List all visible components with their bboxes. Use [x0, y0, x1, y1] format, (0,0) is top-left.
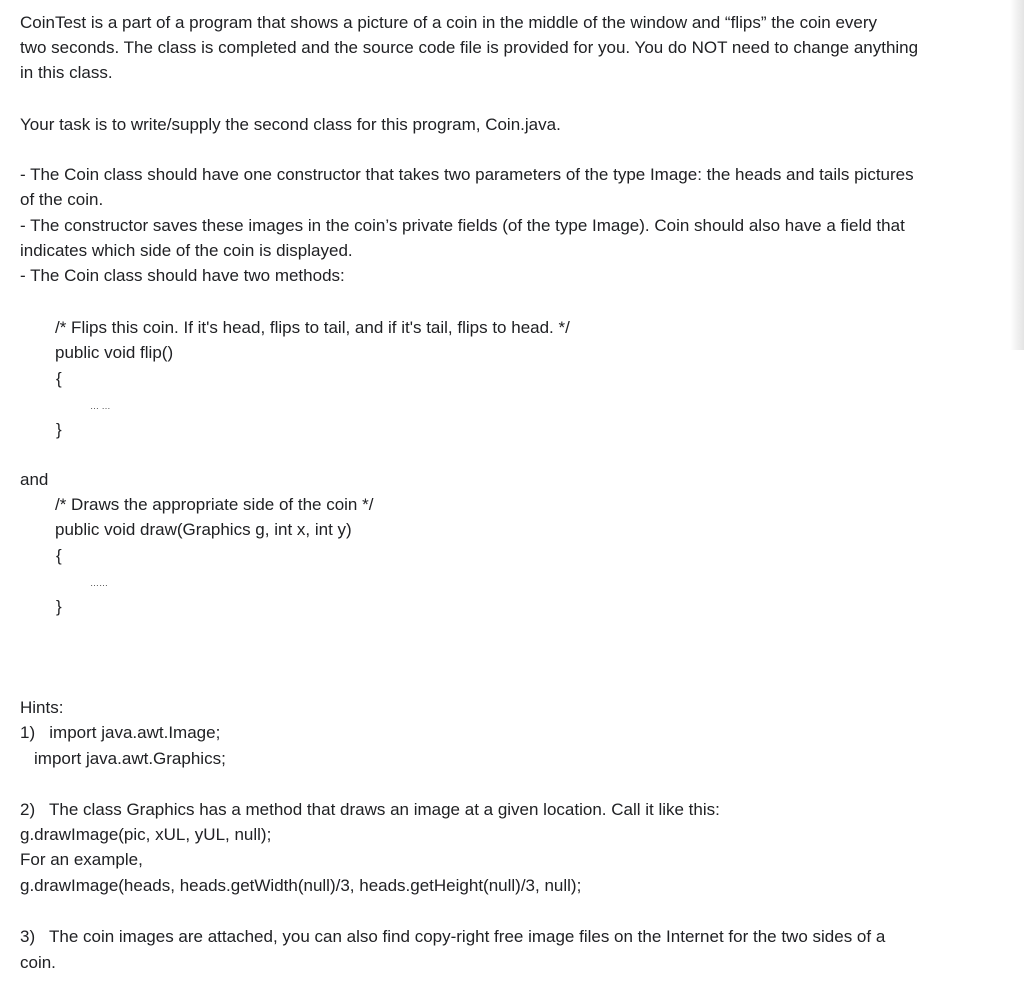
intro-line-3: in this class. [20, 63, 113, 82]
hint-3-line-1: 3) The coin images are attached, you can also find copy-right free image files on the Internet for the two sides of a [20, 927, 886, 946]
hint-1-line-2: import java.awt.Graphics; [34, 749, 226, 768]
right-edge-shadow [1010, 0, 1024, 350]
requirement-line-4: indicates which side of the coin is displayed. [20, 241, 353, 260]
hint-2-line-3: For an example, [20, 850, 143, 869]
intro-line-2: two seconds. The class is completed and the source code file is provided for you. You do NOT need to change anything [20, 38, 919, 57]
draw-comment: /* Draws the appropriate side of the coin */ [55, 495, 374, 514]
flip-close-brace: } [56, 420, 62, 439]
flip-comment: /* Flips this coin. If it's head, flips to tail, and if it's tail, flips to head. */ [55, 318, 570, 337]
flip-body-placeholder: … … [90, 401, 111, 411]
requirement-line-5: - The Coin class should have two methods: [20, 266, 345, 285]
flip-signature: public void flip() [55, 343, 174, 362]
draw-signature: public void draw(Graphics g, int x, int y) [55, 520, 352, 539]
requirement-line-1: - The Coin class should have one constructor that takes two parameters of the type Image: the heads and tails pictures [20, 165, 914, 184]
intro-line-1: CoinTest is a part of a program that shows a picture of a coin in the middle of the window and “flips” the coin every [20, 13, 878, 32]
hint-2-line-1: 2) The class Graphics has a method that draws an image at a given location. Call it like this: [20, 800, 720, 819]
hints-heading: Hints: [20, 698, 64, 717]
hint-3-line-2: coin. [20, 953, 56, 972]
hint-2-line-2: g.drawImage(pic, xUL, yUL, null); [20, 825, 272, 844]
and-label: and [20, 470, 49, 489]
requirement-line-3: - The constructor saves these images in the coin’s private fields (of the type Image). Coin should also have a field that [20, 216, 905, 235]
draw-open-brace: { [56, 546, 62, 565]
flip-open-brace: { [56, 369, 62, 388]
draw-close-brace: } [56, 597, 62, 616]
draw-body-placeholder: …… [90, 578, 108, 588]
hint-2-line-4: g.drawImage(heads, heads.getWidth(null)/3, heads.getHeight(null)/3, null); [20, 876, 582, 895]
task-line: Your task is to write/supply the second class for this program, Coin.java. [20, 115, 561, 134]
requirement-line-2: of the coin. [20, 190, 104, 209]
hint-1-line-1: 1) import java.awt.Image; [20, 723, 221, 742]
